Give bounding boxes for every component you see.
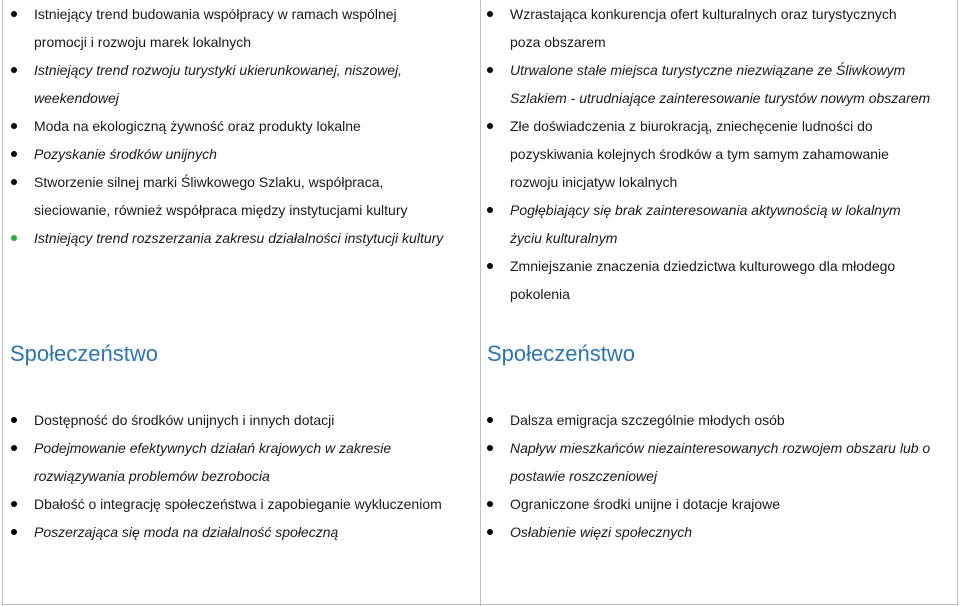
list-item-text: postawie roszczeniowej bbox=[510, 468, 658, 484]
bullet-icon bbox=[487, 417, 493, 423]
bullet-icon bbox=[487, 501, 493, 507]
list-item bbox=[510, 406, 955, 434]
list-item-text: Podejmowanie efektywnych działań krajowych w zakresie bbox=[34, 440, 392, 456]
list-item-text: weekendowej bbox=[34, 90, 119, 106]
list-item bbox=[34, 140, 474, 168]
list-item bbox=[34, 518, 474, 546]
table-border-right bbox=[957, 0, 958, 606]
list-item-text: sieciowanie, również współpraca między instytucjami kultury bbox=[34, 202, 408, 218]
bullet-icon bbox=[11, 235, 17, 241]
list-item-text: Istniejący trend budowania współpracy w ramach wspólnej bbox=[34, 6, 397, 22]
threats-list-bottom bbox=[510, 406, 955, 546]
bullet-icon bbox=[11, 501, 17, 507]
list-item bbox=[34, 434, 474, 490]
table-border-left bbox=[2, 0, 3, 606]
list-item-text: Napływ mieszkańców niezainteresowanych rozwojem obszaru lub o bbox=[510, 440, 931, 456]
bullet-icon bbox=[11, 151, 17, 157]
list-item-text: Stworzenie silnej marki Śliwkowego Szlaku, współpraca, bbox=[34, 174, 384, 190]
table-border-bottom bbox=[2, 604, 958, 605]
opportunities-list-bottom bbox=[34, 406, 474, 546]
table-border-middle bbox=[480, 0, 481, 606]
list-item bbox=[34, 490, 474, 518]
bullet-icon bbox=[11, 123, 17, 129]
section-heading-left: Społeczeństwo bbox=[10, 341, 158, 366]
list-item-text: promocji i rozwoju marek lokalnych bbox=[34, 34, 252, 50]
list-item-text: Wzrastająca konkurencja ofert kulturalnych oraz turystycznych bbox=[510, 6, 897, 22]
threats-list-top bbox=[510, 0, 955, 308]
list-item-text: Dbałość o integrację społeczeństwa i zapobieganie wykluczeniom bbox=[34, 496, 442, 512]
list-item bbox=[510, 112, 955, 196]
cell-top-right bbox=[510, 0, 955, 308]
list-item bbox=[510, 434, 955, 490]
list-item-text: życiu kulturalnym bbox=[510, 230, 618, 246]
list-item-text: pozyskiwania kolejnych środków a tym samym zahamowanie bbox=[510, 146, 889, 162]
list-item bbox=[34, 56, 474, 112]
list-item-text: Istniejący trend rozszerzania zakresu działalności instytucji kultury bbox=[34, 230, 444, 246]
bullet-icon bbox=[487, 529, 493, 535]
list-item bbox=[510, 252, 955, 308]
bullet-icon bbox=[487, 445, 493, 451]
section-heading-right: Społeczeństwo bbox=[487, 341, 635, 366]
list-item bbox=[34, 406, 474, 434]
list-item-text: Istniejący trend rozwoju turystyki ukierunkowanej, niszowej, bbox=[34, 62, 403, 78]
list-item bbox=[510, 196, 955, 252]
list-item-text: Pogłębiający się brak zainteresowania aktywnością w lokalnym bbox=[510, 202, 901, 218]
list-item-text: pokolenia bbox=[510, 286, 570, 302]
list-item bbox=[510, 0, 955, 56]
list-item-text: Dalsza emigracja szczególnie młodych osób bbox=[510, 412, 785, 428]
bullet-icon bbox=[11, 529, 17, 535]
bullet-icon bbox=[487, 11, 493, 17]
bullet-icon bbox=[487, 263, 493, 269]
bullet-icon bbox=[11, 11, 17, 17]
bullet-icon bbox=[11, 67, 17, 73]
list-item-text: Szlakiem - utrudniające zainteresowanie turystów nowym obszarem bbox=[510, 90, 931, 106]
list-item-text: Poszerzająca się moda na działalność społeczną bbox=[34, 524, 339, 540]
bullet-icon bbox=[11, 417, 17, 423]
list-item bbox=[510, 518, 955, 546]
list-item-text: Zmniejszanie znaczenia dziedzictwa kulturowego dla młodego bbox=[510, 258, 896, 274]
list-item-text: Pozyskanie środków unijnych bbox=[34, 146, 217, 162]
list-item-text: poza obszarem bbox=[510, 34, 606, 50]
list-item-text: rozwoju inicjatyw lokalnych bbox=[510, 174, 678, 190]
cell-top-left bbox=[34, 0, 474, 252]
list-item-text: rozwiązywania problemów bezrobocia bbox=[34, 468, 270, 484]
list-item bbox=[34, 224, 474, 252]
bullet-icon bbox=[11, 445, 17, 451]
list-item-text: Złe doświadczenia z biurokracją, zniechęcenie ludności do bbox=[510, 118, 873, 134]
bullet-icon bbox=[487, 67, 493, 73]
list-item-text: Dostępność do środków unijnych i innych dotacji bbox=[34, 412, 335, 428]
list-item-text: Utrwalone stałe miejsca turystyczne niezwiązane ze Śliwkowym bbox=[510, 62, 906, 78]
opportunities-list-top bbox=[34, 0, 474, 252]
list-item-text: Ograniczone środki unijne i dotacje krajowe bbox=[510, 496, 781, 512]
list-item bbox=[34, 0, 474, 56]
list-item-text: Moda na ekologiczną żywność oraz produkty lokalne bbox=[34, 118, 361, 134]
bullet-icon bbox=[487, 207, 493, 213]
bullet-icon bbox=[11, 179, 17, 185]
cell-bottom-right bbox=[510, 406, 955, 546]
list-item bbox=[34, 112, 474, 140]
bullet-icon bbox=[487, 123, 493, 129]
list-item bbox=[510, 490, 955, 518]
list-item bbox=[34, 168, 474, 224]
list-item-text: Osłabienie więzi społecznych bbox=[510, 524, 693, 540]
list-item bbox=[510, 56, 955, 112]
cell-bottom-left bbox=[34, 406, 474, 546]
